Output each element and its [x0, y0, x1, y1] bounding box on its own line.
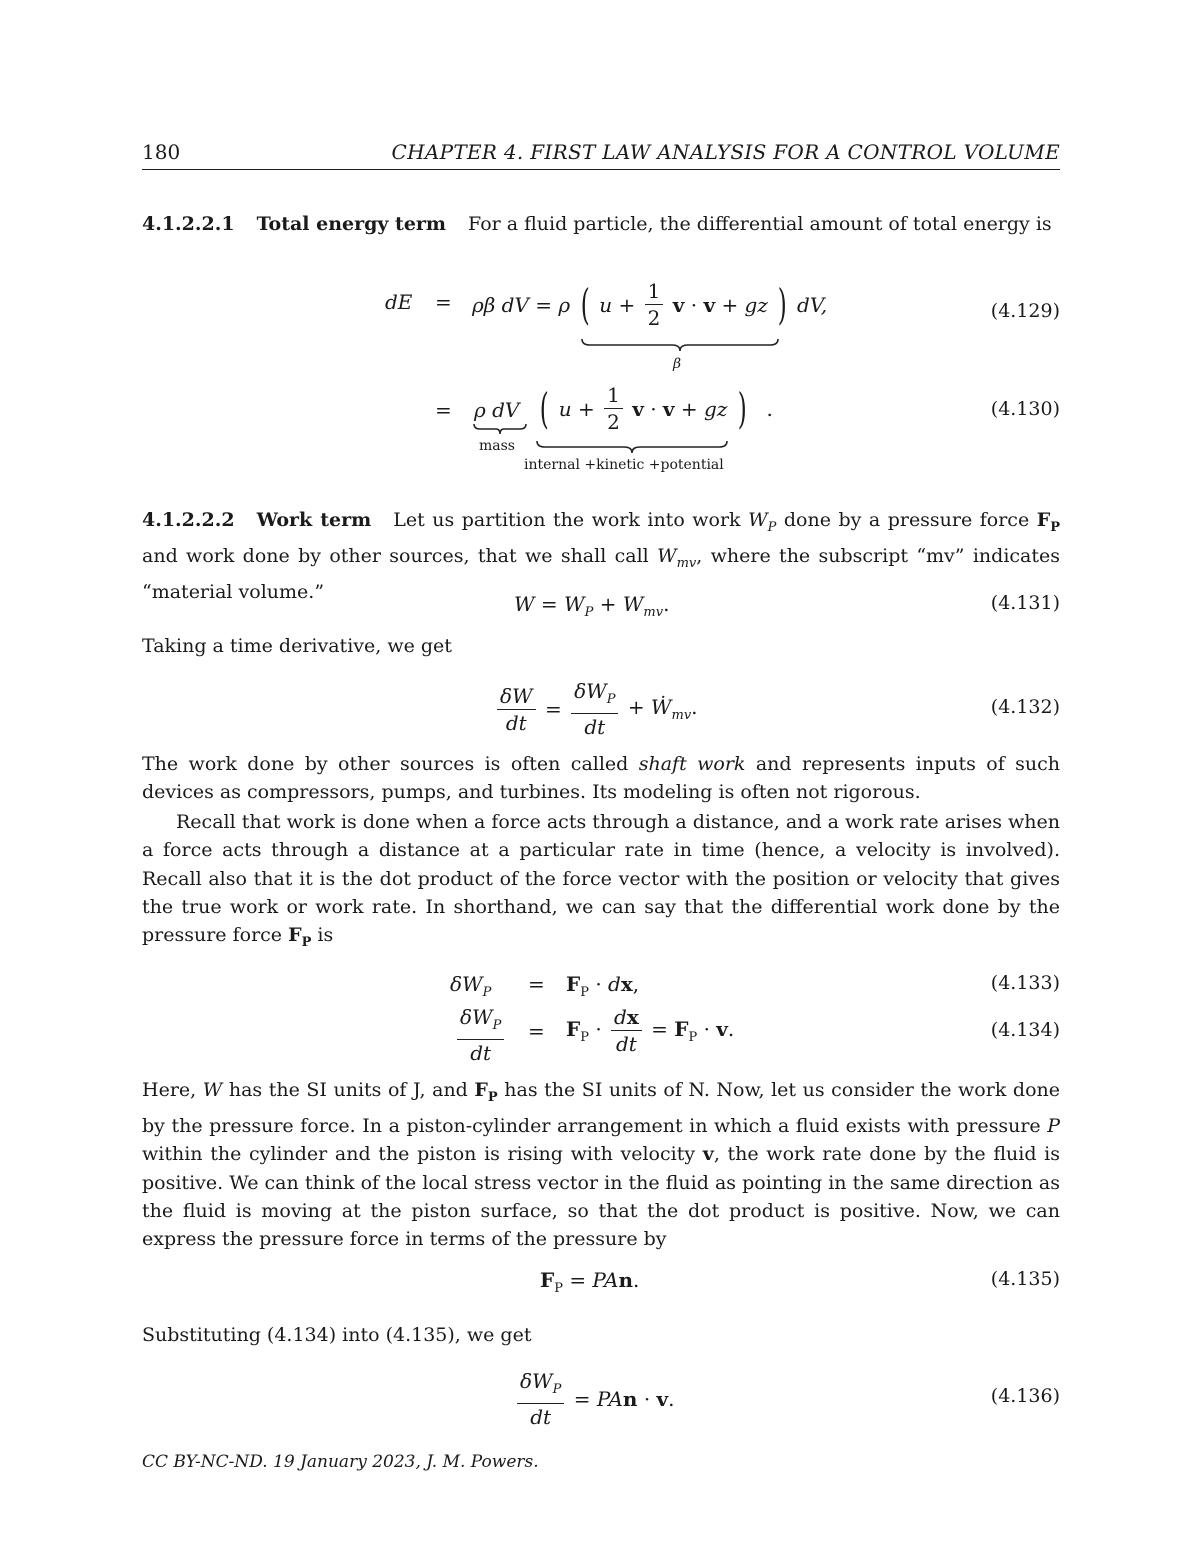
equation-4-136: $\frac{\delta W_P}{dt}$ = PAn · v.: [514, 1368, 675, 1430]
equation-4-134: $\frac{\delta W_P}{dt}$: [454, 1004, 507, 1066]
brace-label-energy: internal +kinetic +potential: [524, 457, 724, 473]
underbrace-mass: [472, 422, 528, 436]
paragraph-here: Here, W has the SI units of J, and $F_P$ has the SI units of N. Now, let us consider the work done by the pressure force. In a piston-cylinder arrangement in which a fluid exists with pressure P within the cylinder and the piston is rising with velocity v, the work rate done by the fluid is positive. We can think of the local stress vector in the fluid as pointing in the same direction as the fluid is moving at the piston surface, so that the dot product is positive. Now, we can express the pressure force in terms of the pressure by: [142, 1079, 1060, 1251]
equation-number: (4.129): [990, 300, 1060, 322]
equation-number: (4.130): [990, 398, 1060, 420]
equation-4-133: $\delta W_P$: [450, 972, 492, 1000]
section-text: For a fluid particle, the differential amount of total energy is: [468, 213, 1052, 235]
section-title: Total energy term: [256, 213, 447, 235]
section-number: 4.1.2.2.1: [142, 213, 235, 235]
footer-license: CC BY-NC-ND. 19 January 2023, J. M. Powers.: [142, 1452, 539, 1472]
equation-number: (4.131): [990, 592, 1060, 614]
section-work-term: 4.1.2.2.2 Work term Let us partition the work into work $W_P$ done by a pressure force $F_P$ and work done by other sources, that we shall call $W_{mv}$, where the subscript “mv” indicates “material volume.”: [142, 509, 1060, 604]
paragraph-shaft-work: The work done by other sources is often called shaft work and represents inputs of such devices as compressors, pumps, and turbines. Its modeling is often not rigorous.: [142, 753, 1061, 804]
underbrace-energy: [535, 439, 730, 455]
brace-label-beta: β: [673, 356, 682, 372]
equation-4-130-mass: ρ dV: [474, 398, 520, 422]
emphasis-shaft-work: shaft work: [638, 753, 746, 775]
section-total-energy: [142, 210, 1060, 238]
equation-number: (4.136): [990, 1385, 1060, 1407]
section-number: 4.1.2.2.2: [142, 509, 235, 531]
section-title: Work term: [256, 509, 372, 531]
page-number: 180: [142, 140, 181, 164]
equation-number: (4.133): [990, 972, 1060, 994]
underbrace-beta: [580, 337, 780, 353]
equation-number: (4.135): [990, 1268, 1060, 1290]
paragraph-substituting: Substituting (4.134) into (4.135), we get: [142, 1324, 532, 1346]
equation-number: (4.134): [990, 1019, 1060, 1041]
equation-number: (4.132): [990, 696, 1060, 718]
equation-4-132: $\frac{\delta W}{dt}$ = $\frac{\delta W_P}{dt}$ + Ẇ$_{mv}$.: [494, 678, 698, 740]
equation-4-130-energy: ( u + $\frac{1}{2}$ v · v + gz ) .: [539, 383, 773, 434]
header-rule: [142, 169, 1060, 170]
paragraph-time-derivative: Taking a time derivative, we get: [142, 635, 452, 657]
brace-label-mass: mass: [479, 438, 515, 454]
equation-4-129: dE: [385, 290, 413, 314]
equation-4-135: $F_P$ = PAn.: [540, 1268, 640, 1296]
paragraph-recall: Recall that work is done when a force acts through a distance, and a work rate arises when a force acts through a distance at a particular rate in time (hence, a velocity is involved). Recall also that it is the dot product of the force vector with the position or velocity that gives the true work or work rate. In shorthand, we can say that the differential work done by the pressure force $F_P$ is: [142, 811, 1060, 950]
equation-4-131: $W = W_P + W_{mv}$.: [514, 592, 670, 620]
chapter-title: CHAPTER 4. FIRST LAW ANALYSIS FOR A CONTROL VOLUME: [391, 140, 1060, 164]
equation-4-129-rhs: ρβ dV = ρ ( u + $\frac{1}{2}$ v · v + gz ) dV,: [472, 279, 828, 330]
